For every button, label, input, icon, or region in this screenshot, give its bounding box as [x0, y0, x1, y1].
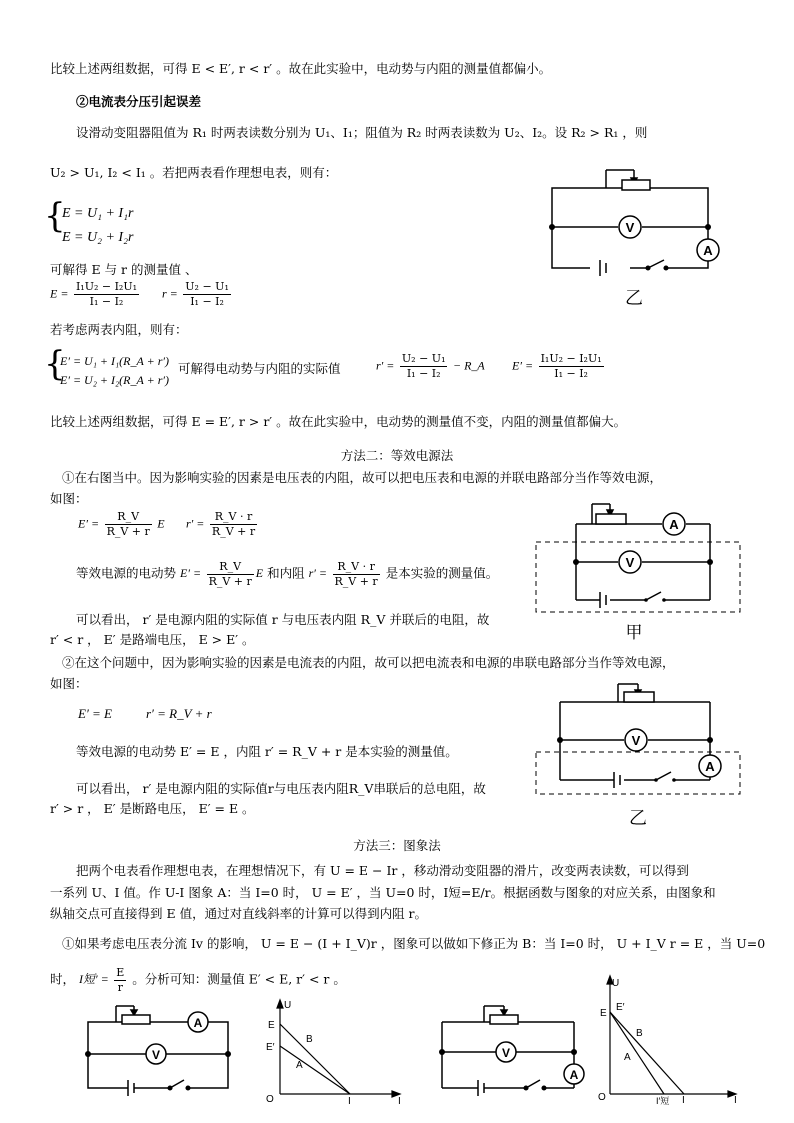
- svg-text:I: I: [682, 1095, 685, 1106]
- consider-meters: 若考虑两表内阻，则有：: [50, 322, 188, 337]
- circuit-jia: [534, 496, 744, 646]
- method-2-p2b: 如图：: [50, 676, 88, 691]
- r-actual-formula: r′ = $\frac{\text{U₂ − U₁}}{\text{I₁ − I₂}}$ − R_A: [376, 352, 485, 380]
- eq-actual-1: E′ = U₁ + I₁(R_A + r′): [60, 354, 169, 368]
- svg-text:B: B: [306, 1034, 313, 1045]
- svg-text:A: A: [296, 1060, 303, 1071]
- equiv-source-line: 等效电源的电动势 E′ = $\frac{R\_V}{R\_V + r}$ E 和内阻 r′ = $\frac{R\_V \cdot r}{R\_V + r}$ 是本实验的测量值。: [76, 560, 499, 588]
- svg-text:A: A: [569, 1068, 579, 1082]
- E-actual-formula: E′ = $\frac{\text{I₁U₂ − I₂U₁}}{\text{I₁ − I₂}}$: [512, 352, 602, 380]
- svg-text:B: B: [636, 1028, 643, 1039]
- svg-text:E′: E′: [266, 1042, 275, 1053]
- method-3-p1: 把两个电表看作理想电表，在理想情况下，有 U = E − Ir ，移动滑动变阻器的滑片，改变两表读数，可以得到: [76, 863, 689, 878]
- method-3-p2: 一系列 U、I 值。作 U-I 图象 A：当 I=0 时， U = E′ ，当 U=0 时，I短=E/r。根据函数与图象的对应关系，由图象和: [50, 885, 716, 900]
- circuit-bottom-2: [434, 1000, 594, 1100]
- svg-text:A: A: [669, 517, 679, 532]
- svg-text:V: V: [625, 555, 635, 570]
- brace-ideal: {: [44, 196, 66, 236]
- graph-2: [596, 972, 746, 1104]
- svg-text:I: I: [734, 1095, 737, 1106]
- method-3-title: 方法三：图象法: [353, 838, 441, 853]
- circuit-yi-1: [540, 160, 730, 310]
- svg-text:E: E: [600, 1008, 607, 1019]
- method-3-p3: 纵轴交点可直接得到 E 值，通过对直线斜率的计算可以得到内阻 r。: [50, 906, 428, 921]
- conclusion-2: 比较上述两组数据，可得 E = E′, r > r′ 。故在此实验中，电动势的测量值不变，内阻的测量值都偏大。: [50, 414, 627, 429]
- line-A: [280, 1046, 350, 1094]
- svg-text:I: I: [398, 1096, 401, 1107]
- solve-measured-label: 可解得 E 与 r 的测量值 、: [50, 262, 198, 277]
- eq-actual-2: E′ = U₂ + I₂(R_A + r′): [60, 373, 169, 387]
- brace-actual: {: [44, 344, 66, 384]
- circuit-bottom-1: [80, 1000, 240, 1100]
- circuit-label-jia: 甲: [625, 623, 643, 642]
- method-2-title: 方法二：等效电源法: [340, 448, 454, 463]
- svg-text:U: U: [284, 1000, 292, 1011]
- equiv2-line: 等效电源的电动势 E′ = E ，内阻 r′ = R_V + r 是本实验的测量值。: [76, 744, 458, 759]
- r-measured-formula: r = $\frac{\text{U₂ − U₁}}{\text{I₁ − I₂}}$: [162, 280, 229, 308]
- equiv-analysis-1a: 可以看出， r′ 是电源内阻的实际值 r 与电压表内阻 R_V 并联后的电阻，故: [76, 612, 490, 627]
- method-2-p1b: 如图：: [50, 491, 88, 506]
- svg-text:V: V: [631, 733, 641, 748]
- equiv2-analysis-a: 可以看出， r′ 是电源内阻的实际值r与电压表内阻R_V串联后的总电阻，故: [76, 781, 486, 796]
- equiv2-E: E′ = E: [78, 706, 112, 721]
- method-3-p4: ①如果考虑电压表分流 Iv 的影响， U = E − (I + I_V)r ，图象可以做如下修正为 B：当 I=0 时， U + I_V r = E ，当 U=0: [62, 936, 766, 951]
- setup-text: 设滑动变阻器阻值为 R₁ 时两表读数分别为 U₁、I₁；阻值为 R₂ 时两表读数为 U₂、I₂。设 R₂ > R₁ ，则: [76, 125, 648, 140]
- method-2-p2: ②在这个问题中，因为影响实验的因素是电流表的内阻，故可以把电流表和电源的串联电路部分当作等效电源，: [62, 655, 675, 670]
- equiv-analysis-1b: r′ < r ， E′ 是路端电压， E > E′ 。: [50, 632, 255, 647]
- equiv-r-formula: r′ = $\frac{R\_V \cdot r}{R\_V + r}$: [186, 510, 256, 538]
- svg-text:U: U: [612, 978, 620, 989]
- svg-text:A: A: [705, 759, 715, 774]
- ammeter-label: A: [703, 243, 713, 258]
- line-B: [610, 1012, 684, 1094]
- eq-ideal-1: E = U₁ + I₁r: [62, 206, 134, 221]
- svg-text:I: I: [348, 1096, 351, 1107]
- line-B: [280, 1024, 350, 1094]
- svg-text:V: V: [501, 1046, 511, 1060]
- conclusion-1: 比较上述两组数据，可得 E < E′, r < r′ 。故在此实验中，电动势与内阻的测量值都偏小。: [50, 61, 552, 76]
- equiv2-r: r′ = R_V + r: [146, 706, 212, 721]
- method-3-p5: 时， I短′ = $\frac{E}{r}$ 。分析可知：测量值 E′ < E, r′ < r 。: [50, 966, 346, 994]
- svg-text:A: A: [624, 1052, 631, 1063]
- inequality-text: U₂ > U₁, I₂ < I₁ 。若把两表看作理想电表，则有：: [50, 165, 338, 180]
- svg-text:乙: 乙: [629, 808, 647, 828]
- eq-ideal-2: E = U₂ + I₂r: [62, 230, 134, 245]
- svg-text:A: A: [193, 1016, 203, 1030]
- svg-text:E′: E′: [616, 1002, 625, 1013]
- svg-text:O: O: [598, 1092, 606, 1103]
- circuit-yi-2: [534, 676, 744, 826]
- equiv2-analysis-b: r′ > r ， E′ 是断路电压， E′ = E 。: [50, 801, 255, 816]
- svg-text:O: O: [266, 1094, 274, 1105]
- svg-text:E: E: [268, 1020, 275, 1031]
- E-measured-formula: E = $\frac{\text{I₁U₂ − I₂U₁}}{\text{I₁ − I₂}}$: [50, 280, 138, 308]
- svg-text:I′短: I′短: [656, 1096, 670, 1106]
- method-2-p1: ①在右图当中。因为影响实验的因素是电压表的内阻，故可以把电压表和电源的并联电路部分当作等效电源，: [62, 470, 663, 485]
- solve-actual-label: 可解得电动势与内阻的实际值: [178, 361, 341, 376]
- equiv-E-formula: E′ = $\frac{R\_V}{R\_V + r}$ E: [78, 510, 165, 538]
- line-A: [610, 1012, 664, 1094]
- graph-1: [262, 996, 412, 1107]
- circuit-label-yi: 乙: [625, 288, 643, 308]
- svg-text:V: V: [151, 1048, 161, 1062]
- voltmeter-label: V: [625, 220, 635, 235]
- heading-ammeter-error: ②电流表分压引起误差: [76, 94, 202, 109]
